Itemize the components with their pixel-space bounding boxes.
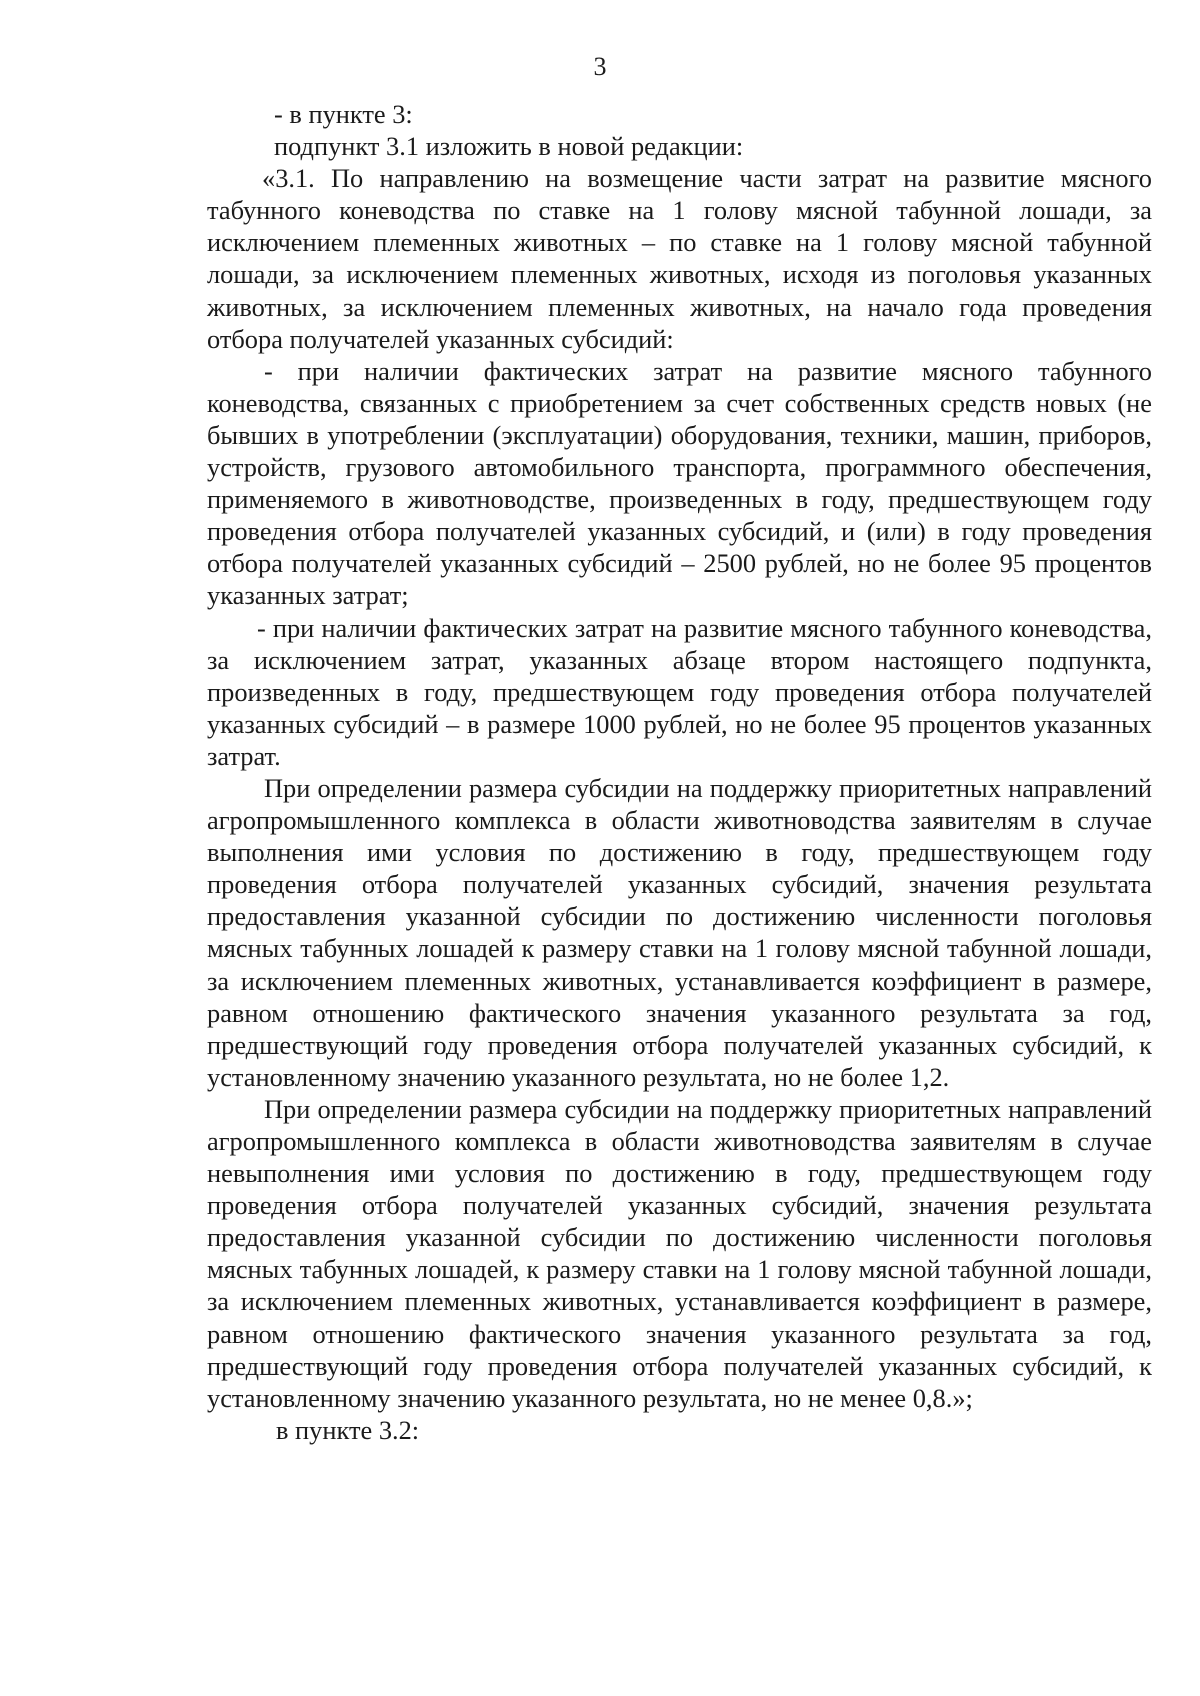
paragraph-bullet-other-costs: - при наличии фактических затрат на развитие мясного табунного коневодства, за исключением затрат, указанных абзаце втором настоящего подпункта, произведенных в году, предшествующем году проведения отбора получателей указанных субсидий – в размере 1000 рублей, но не более 95 процентов указанных затрат. bbox=[207, 612, 1152, 771]
page-number: 3 bbox=[593, 52, 607, 81]
document-body bbox=[207, 98, 1152, 1446]
paragraph-item-header: - в пункте 3: bbox=[274, 99, 413, 129]
paragraph-coefficient-unfulfilled: При определении размера субсидии на поддержку приоритетных направлений агропромышленного комплекса в области животноводства заявителям в случае невыполнения ими условия по достижению в году, предшествующем году проведения отбора получателей указанных субсидий, значения результата предоставления указанной субсидии по достижению численности поголовья мясных табунных лошадей, к размеру ставки на 1 голову мясной табунной лошади, за исключением племенных животных, устанавливается коэффициент в размере, равном отношению фактического значения указанного результата за год, предшествующий году проведения отбора получателей указанных субсидий, к установленному значению указанного результата, но не менее 0,8.»; bbox=[207, 1093, 1152, 1413]
paragraph-subitem-intro: подпункт 3.1 изложить в новой редакции: bbox=[274, 131, 744, 162]
paragraph-item-3-2-header: в пункте 3.2: bbox=[276, 1414, 420, 1445]
paragraph-bullet-equipment-costs: - при наличии фактических затрат на развитие мясного табунного коневодства, связанных с приобретением за счет собственных средств новых (не бывших в употреблении (эксплуатации) оборудования, техники, машин, приборов, устройств, грузового автомобильного транспорта, программного обеспечения, применяемого в животноводстве, произведенных в году, предшествующем году проведения отбора получателей указанных субсидий, и (или) в году проведения отбора получателей указанных субсидий – 2500 рублей, но не более 95 процентов указанных затрат; bbox=[207, 355, 1152, 611]
paragraph-clause-3-1: «3.1. По направлению на возмещение части затрат на развитие мясного табунного коневодства по ставке на 1 голову мясной табунной лошади, за исключением племенных животных – по ставке на 1 голову мясной табунной лошади, за исключением племенных животных, исходя из поголовья указанных животных, за исключением племенных животных, на начало года проведения отбора получателей указанных субсидий: bbox=[207, 163, 1152, 354]
paragraph-coefficient-fulfilled: При определении размера субсидии на поддержку приоритетных направлений агропромышленного комплекса в области животноводства заявителям в случае выполнения ими условия по достижению в году, предшествующем году проведения отбора получателей указанных субсидий, значения результата предоставления указанной субсидии по достижению численности поголовья мясных табунных лошадей к размеру ставки на 1 голову мясной табунной лошади, за исключением племенных животных, устанавливается коэффициент в размере, равном отношению фактического значения указанного результата за год, предшествующий году проведения отбора получателей указанных субсидий, к установленному значению указанного результата, но не более 1,2. bbox=[207, 772, 1152, 1092]
